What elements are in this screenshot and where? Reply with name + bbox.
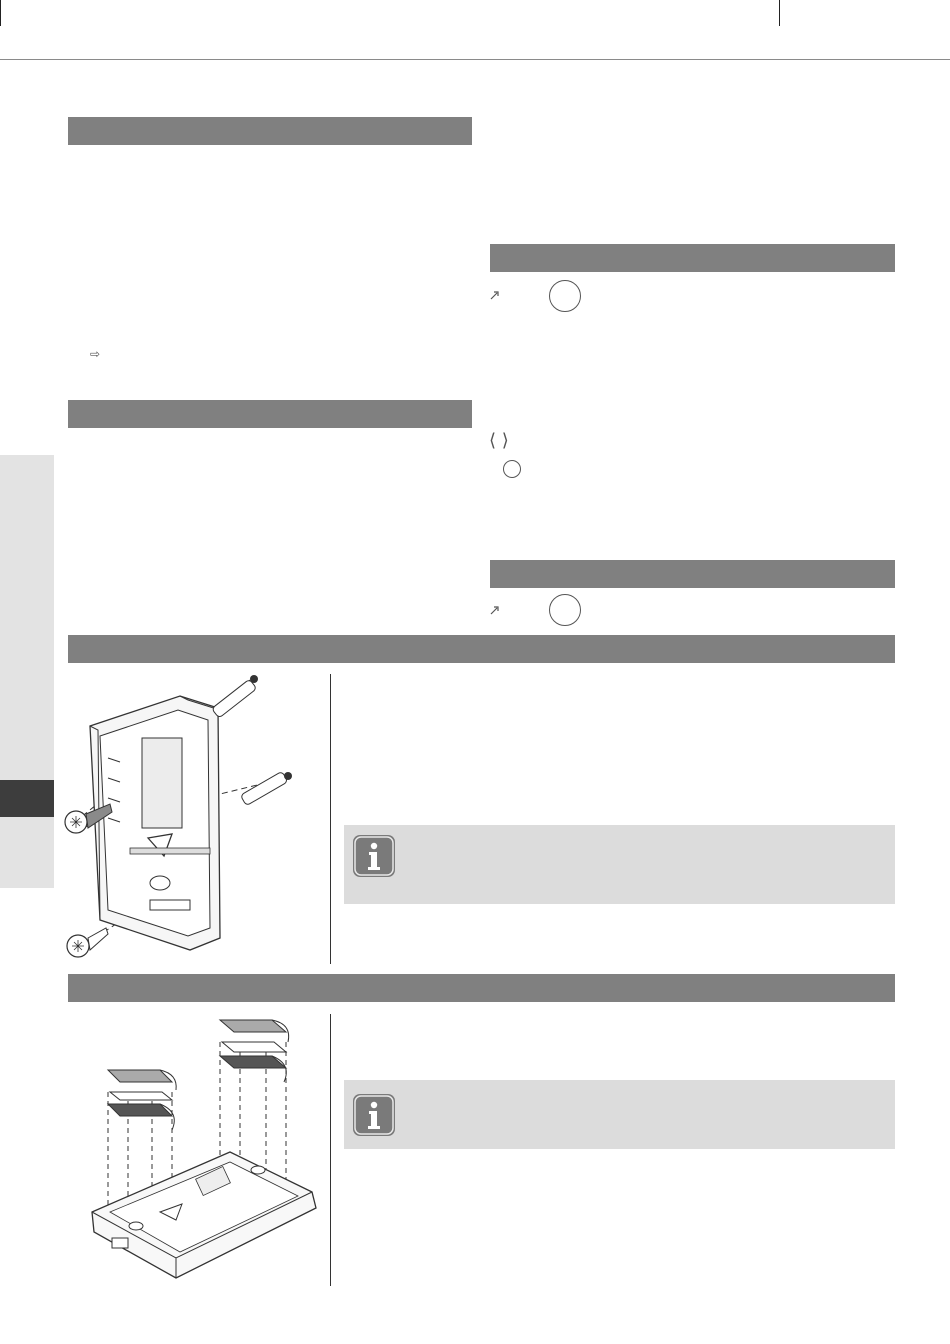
side-tab <box>0 455 54 888</box>
section-bar-1 <box>68 117 472 145</box>
crop-mark-right <box>779 0 780 26</box>
circle-button-icon-small <box>503 460 521 478</box>
column-divider-1 <box>330 674 331 964</box>
arrow-right-icon: ⇨ <box>90 347 101 361</box>
section-bar-3 <box>490 244 895 272</box>
chevron-left-right-icon: ⟨ ⟩ <box>489 430 509 451</box>
circle-button-icon-2 <box>549 594 581 626</box>
wall-mount-illustration <box>60 668 320 968</box>
crop-mark-left <box>0 0 1 26</box>
note-box-1 <box>344 825 895 904</box>
column-divider-2 <box>330 1014 331 1286</box>
info-icon-2 <box>352 1093 396 1137</box>
diagonal-arrow-icon <box>489 289 501 301</box>
diagonal-arrow-icon-2 <box>489 604 501 616</box>
note-box-2 <box>344 1080 895 1149</box>
info-icon <box>352 834 396 878</box>
side-tab-marker <box>0 780 54 817</box>
header-rule <box>0 59 950 60</box>
section-bar-6 <box>68 974 895 1002</box>
section-bar-4 <box>490 560 895 588</box>
section-bar-2 <box>68 400 472 428</box>
section-bar-5 <box>68 635 895 663</box>
circle-button-icon <box>549 280 581 312</box>
adhesive-strips-illustration <box>80 1012 320 1290</box>
